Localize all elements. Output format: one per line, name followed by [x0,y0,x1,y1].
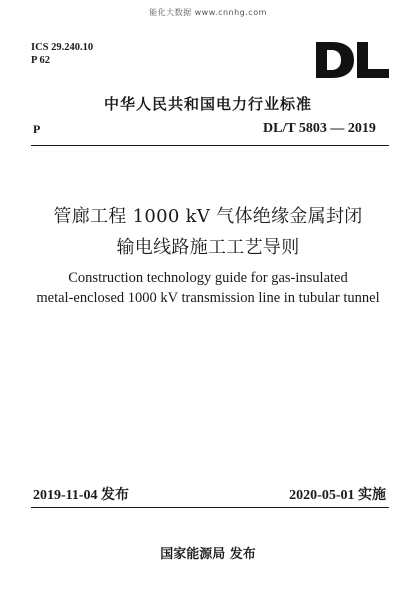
bottom-divider [31,507,389,508]
ccs-code: P 62 [31,55,50,66]
document-title-cn-line2: 输电线路施工工艺导则 [116,237,300,258]
implementation-date: 2020-05-01 实施 [289,488,386,503]
classification-code: P [33,122,41,136]
dl-logo [316,42,390,78]
document-title-en-line1: Construction technology guide for gas-insulated [68,270,348,286]
issue-date: 2019-11-04 发布 [33,488,130,503]
standard-number: DL/T 5803 — 2019 [263,121,376,136]
watermark-text: 能化大数据 www.cnnhg.com [149,8,267,17]
document-title-en-line2: metal-enclosed 1000 kV transmission line in tubular tunnel [36,290,380,306]
dl-logo-l [357,42,389,78]
document-title-cn-line1: 管廊工程 1000 kV 气体绝缘金属封闭 [53,206,363,227]
ics-block [31,41,93,67]
top-divider [31,145,389,146]
dl-logo-d [316,42,354,78]
publisher: 国家能源局 发布 [160,547,256,562]
standard-type-title: 中华人民共和国电力行业标准 [103,95,312,113]
ics-code: ICS 29.240.10 [31,42,94,53]
